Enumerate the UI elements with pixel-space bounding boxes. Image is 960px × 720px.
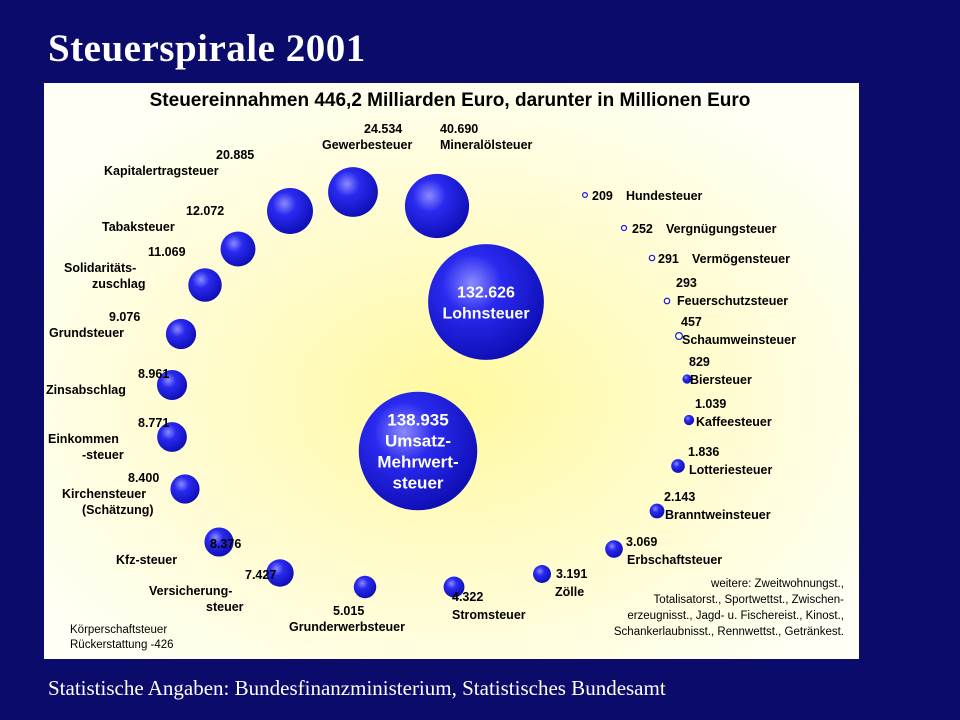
value-mineraloelsteuer: 40.690 — [440, 122, 479, 136]
value-lohnsteuer: 132.626 — [457, 284, 515, 302]
label-lotteriesteuer: Lotteriesteuer — [689, 463, 773, 477]
value-hundesteuer: 209 — [592, 189, 613, 203]
value-vergnuegungsteuer: 252 — [632, 222, 653, 236]
value-schaumweinsteuer: 457 — [681, 315, 702, 329]
label-schaumweinsteuer: Schaumweinsteuer — [682, 333, 796, 347]
value-branntweinsteuer: 2.143 — [664, 490, 696, 504]
note-weitere: weitere: Zweitwohnungst., — [711, 578, 844, 590]
label-versicherungsteuer-1: steuer — [206, 600, 244, 614]
value-biersteuer: 829 — [689, 355, 710, 369]
note-koerperschaft: Körperschaftsteuer — [70, 624, 168, 636]
value-umsatz-mehrwert-steuer: 138.935 — [387, 410, 449, 430]
chart-title: Steuereinnahmen 446,2 Milliarden Euro, darunter in Millionen Euro — [149, 90, 751, 111]
bubble-lotteriesteuer — [671, 459, 685, 473]
label-stromsteuer: Stromsteuer — [452, 608, 526, 622]
bubble-tabaksteuer — [221, 232, 256, 267]
note-weitere-2: erzeugnisst., Jagd- u. Fischereist., Kinost., — [627, 610, 844, 622]
value-versicherungsteuer: 7.427 — [245, 568, 277, 582]
bubble-kapitalertragsteuer — [267, 188, 313, 234]
bubble-branntweinsteuer — [650, 504, 665, 519]
note-weitere-3: Schankerlaubnisst., Rennwettst., Getränkest. — [613, 626, 844, 638]
label-gewerbesteuer: Gewerbesteuer — [322, 138, 413, 152]
label-kirchensteuer-schaetzung-1: (Schätzung) — [82, 503, 154, 517]
bubble-mineraloelsteuer — [405, 174, 469, 238]
label-erbschaftsteuer: Erbschaftsteuer — [627, 553, 723, 567]
label-hundesteuer: Hundesteuer — [626, 189, 703, 203]
label-kirchensteuer-schaetzung: Kirchensteuer — [62, 487, 147, 501]
bubble-gewerbesteuer — [328, 167, 378, 217]
label-solidaritaetszuschlag-1: zuschlag — [92, 277, 146, 291]
label-vergnuegungsteuer: Vergnügungsteuer — [666, 222, 777, 236]
chart-panel — [44, 83, 859, 659]
label-tabaksteuer: Tabaksteuer — [102, 220, 175, 234]
label-versicherungsteuer: Versicherung- — [149, 584, 233, 598]
label-mineraloelsteuer: Mineralölsteuer — [440, 138, 533, 152]
value-kaffeesteuer: 1.039 — [695, 397, 727, 411]
value-tabaksteuer: 12.072 — [186, 204, 225, 218]
value-lotteriesteuer: 1.836 — [688, 445, 720, 459]
value-grundsteuer: 9.076 — [109, 310, 141, 324]
label-kaffeesteuer: Kaffeesteuer — [696, 415, 772, 429]
value-kfz-steuer: 8.376 — [210, 537, 242, 551]
value-einkommensteuer: 8.771 — [138, 416, 170, 430]
value-zinsabschlag: 8.961 — [138, 367, 170, 381]
source-footer: Statistische Angaben: Bundesfinanzministerium, Statistisches Bundesamt — [48, 676, 666, 700]
label-vermoegensteuer: Vermögensteuer — [692, 252, 790, 266]
label-feuerschutzsteuer: Feuerschutzsteuer — [677, 294, 789, 308]
label-biersteuer: Biersteuer — [690, 373, 752, 387]
bubble-grunderwerbsteuer — [354, 576, 377, 599]
bubble-lohnsteuer — [428, 244, 544, 360]
bubble-zoelle — [533, 565, 551, 583]
label-branntweinsteuer: Branntweinsteuer — [665, 508, 771, 522]
label-solidaritaetszuschlag: Solidaritäts- — [64, 261, 137, 275]
value-vermoegensteuer: 291 — [658, 252, 679, 266]
label-einkommensteuer-1: -steuer — [82, 448, 124, 462]
bubble-solidaritaetszuschlag — [188, 268, 221, 301]
label-zoelle: Zölle — [555, 585, 585, 599]
value-grunderwerbsteuer: 5.015 — [333, 604, 365, 618]
bubble-grundsteuer — [166, 319, 196, 349]
value-solidaritaetszuschlag: 11.069 — [148, 245, 186, 259]
bubble-erbschaftsteuer — [605, 540, 623, 558]
note-weitere-1: Totalisatorst., Sportwettst., Zwischen- — [653, 594, 844, 606]
value-erbschaftsteuer: 3.069 — [626, 535, 658, 549]
page-title: Steuerspirale 2001 — [48, 27, 366, 70]
label-umsatz-mehrwert-steuer-2: Mehrwert- — [377, 452, 459, 472]
bubble-vergnuegungsteuer — [621, 225, 626, 230]
label-kapitalertragsteuer: Kapitalertragsteuer — [104, 164, 219, 178]
label-kfz-steuer: Kfz-steuer — [116, 553, 178, 567]
note-koerperschaft-1: Rückerstattung -426 — [70, 639, 174, 651]
bubble-kirchensteuer-schaetzung — [170, 474, 199, 503]
label-umsatz-mehrwert-steuer: Umsatz- — [384, 431, 452, 451]
label-einkommensteuer: Einkommen — [48, 432, 119, 446]
bubble-vermoegensteuer — [649, 255, 654, 260]
value-stromsteuer: 4.322 — [452, 590, 484, 604]
value-feuerschutzsteuer: 293 — [676, 276, 697, 290]
label-grunderwerbsteuer: Grunderwerbsteuer — [289, 620, 406, 634]
label-lohnsteuer: Lohnsteuer — [442, 305, 530, 323]
value-gewerbesteuer: 24.534 — [364, 122, 403, 136]
value-zoelle: 3.191 — [556, 567, 588, 581]
label-zinsabschlag: Zinsabschlag — [46, 383, 126, 397]
label-umsatz-mehrwert-steuer-3: steuer — [392, 473, 444, 493]
bubble-hundesteuer — [583, 193, 588, 198]
label-grundsteuer: Grundsteuer — [49, 326, 125, 340]
value-kirchensteuer-schaetzung: 8.400 — [128, 471, 160, 485]
bubble-kaffeesteuer — [684, 415, 694, 425]
bubble-feuerschutzsteuer — [664, 298, 669, 303]
value-kapitalertragsteuer: 20.885 — [216, 148, 255, 162]
